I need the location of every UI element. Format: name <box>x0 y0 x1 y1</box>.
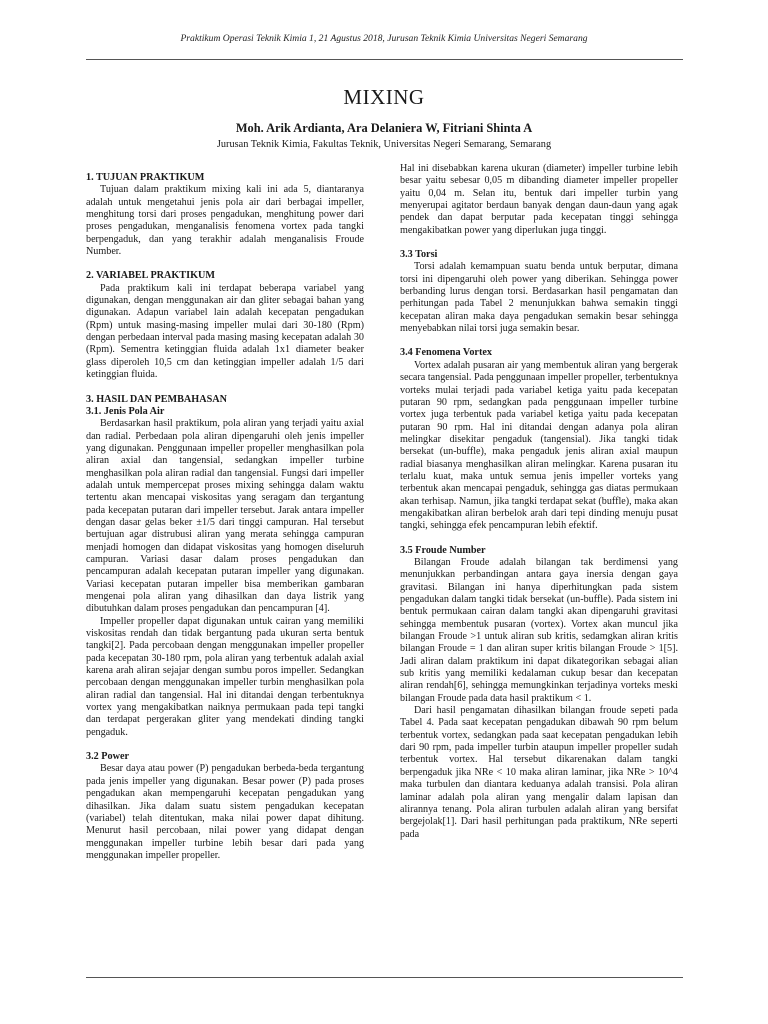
section-heading: 3. HASIL DAN PEMBAHASAN <box>86 393 227 405</box>
footer-rule <box>86 977 683 978</box>
affiliation: Jurusan Teknik Kimia, Fakultas Teknik, Universitas Negeri Semarang, Semarang <box>216 139 552 150</box>
paragraph: Torsi adalah kemampuan suatu benda untuk berputar, dimana torsi ini dipengaruhi oleh power yang diberikan. Sehingga power berbanding lurus dengan torsi. Berdasarkan hasil pengamatan dan perhitungan pada Tabel 2 menunjukkan bahwa semakin tinggi kecepatan aliran maka daya pengadukan semakin besar sehingga menyebabkan nilai torsi juga semakin besar. <box>400 261 678 335</box>
paragraph: Vortex adalah pusaran air yang membentuk aliran yang bergerak secara tangensial. Pada penggunaan impeller propeller, terbentuknya vorteks mulai terjadi pada variabel ketiga yaitu pada kecepatan putaran 90 rpm, sedangkan pada penggunaan impeller turbine vortex juga terbentuk pada variabel ketiga yaitu pada kecepatan putaran 90 rpm. Hal ini ditandai dengan adanya pola aliran melingkar disekitar pengaduk (tangensial). Jika tangki tidak bersekat (un-buffle), maka pengaduk jenis aliran axial maupun radial biasanya menghasilkan aliran melingkar. Karena pusaran itu terlalu kuat, maka untuk semua jenis impeller vorteks yang terbentuk akan mencapai pengaduk, sehingga gas diatas permukaan akan terhisap. Namun, jika tangki terdapat sekat (buffle), maka akan mengakibatkan aliran berbelok arah dari tepi dinding menuju pusat tangki, sehingga efek pencampuran lebih efektif. <box>400 359 678 532</box>
paper-title: MIXING <box>343 85 425 109</box>
paragraph: Dari hasil pengamatan dihasilkan bilangan froude sepeti pada Tabel 4. Pada saat kecepatan pengadukan dibawah 90 rpm belum terbentuk vortex, sedangkan pada saat kecepatan pengadukan lebih dari 90 rpm, pada impeller turbin ataupun impeller propeller sudah terbentuk vortex. Hal tersebut dikarenakan dalam tangki berpengaduk jika NRe < 10 maka aliran laminar, jika NRe > 10^4 maka turbulen dan diantara keduanya adalah transisi. Pola aliran laminar adalah pola aliran yang mengalir dalam lapisan dan alirannya tenang. Pola aliran turbulen adalah aliran yang bersifat bergejolak[1]. Dari hasil perhitungan pada praktikum, NRe seperti pada <box>400 705 678 840</box>
paragraph: Berdasarkan hasil praktikum, pola aliran yang terjadi yaitu axial dan radial. Perbedaan pola aliran dipengaruhi oleh jenis impeller yang digunakan. Penggunaan impeller propeller menghasilkan pola aliran axial dan tangensial, sedangkan impeller turbine menghasilkan pola aliran radial dan tangensial. Fungsi dari impeller adalah untuk mempercepat proses mixing sehingga dalam waktu tertentu akan mencapai viskositas yang seragam dan tergantung pada kecepatan putaran dari impeller tersebut. Jarak antara impeller dengan dasar gelas beker ±1/5 dari tinggi campuran. Hal tersebut bertujuan agar distrubusi aliran yang merata sehingga campuran menjadi homogen dan didapat viskositas yang homogen diseluruh campuran. Variasi dasar dalam proses pengadukan dan pencampuran adalah kecepatan putaran impeller yang digunakan. Variasi kecepatan putaran impeller bisa memberikan gambaran mengenai pola aliran yang dihasilkan dan daya listrik yang dibutuhkan dalam proses pengadukan dan pencampuran [4]. <box>86 418 364 615</box>
paragraph: Besar daya atau power (P) pengadukan berbeda-beda tergantung pada jenis impeller yang digunakan. Besar power (P) pada proses pengadukan akan mempengaruhi kecepatan pengadukan yang dihasilkan. Jika dalam suatu sistem pengadukan kecepatan (variabel) telah ditentukan, maka nilai power dapat dihitung. Menurut hasil percobaan, nilai power yang didapat dengan menggunakan impeller turbine lebih besar dari pada yang menggunakan impeller propeller. <box>86 763 364 861</box>
section-heading: 1. TUJUAN PRAKTIKUM <box>86 172 205 183</box>
authors: Moh. Arik Ardianta, Ara Delaniera W, Fitriani Shinta A <box>235 121 533 135</box>
paragraph: Hal ini disebabkan karena ukuran (diameter) impeller turbine lebih besar yaitu sebesar 0,05 m dibanding diameter impeller propeller yaitu 0,04 m. Selan itu, bentuk dari impeller turbin yang menyerupai agitator berdaun banyak dengan daun-daun yang agak pendek dan dapat berputar pada kecepatan tinggi sehingga mengakibatkan power yang diperlukan juga tinggi. <box>400 163 678 236</box>
right-column <box>400 163 678 923</box>
section-heading: 2. VARIABEL PRAKTIKUM <box>86 270 215 282</box>
paragraph: Pada praktikum kali ini terdapat beberapa variabel yang digunakan, dengan menggunakan air dan gliter sebagai bahan yang digunakan. Adapun variabel lain adalah kecepatan pengadukan (Rpm) untuk masing-masing impeller mulai dari 30-180 (Rpm) dengan perbedaan interval pada masing masing kecepatan adalah 30 (Rpm). Sementra ketinggian fluida adalah 1x1 diameter beaker glass diperoleh 10,5 cm dan ketinggian impeller adalah 1/5 dari ketinggian fluida. <box>86 282 364 381</box>
header-rule <box>86 59 683 60</box>
subsection-heading: 3.1. Jenis Pola Air <box>86 405 165 417</box>
subsection-heading: 3.4 Fenomena Vortex <box>400 347 492 359</box>
paragraph: Impeller propeller dapat digunakan untuk cairan yang memiliki viskositas rendah dan tidak bergantung pada ukuran serta bentuk tangki[2]. Pada percobaan dengan menggunakan impeller propeller pada kecepatan 30-180 rpm, pola aliran yang terbentuk adalah axial karena arah aliran sejajar dengan sumbu poros impeller. Sedangkan percobaan dengan menggunakan impeller turbin menghasilkan pola aliran radial dan tangensial. Hal ini ditandai dengan terbentuknya vortex yang mengakibatkan naiknya permukaan pada tepi tangki dan terdapat pergerakan gliter yang mendekati dinding tangki pengaduk. <box>86 615 364 738</box>
subsection-heading: 3.2 Power <box>86 751 129 763</box>
paragraph: Bilangan Froude adalah bilangan tak berdimensi yang menunjukkan perbandingan antara gaya inersia dengan gaya gravitasi. Bilangan ini hanya diperhitungkan pada sistem pengadukan dalam tangki tidak bersekat (un-buffle). Pada sistem ini bentuk permukaan cairan dalam tangki akan dipengaruhi gravitasi sehingga membentuk pusaran (vortex). Vortex akan muncul jika bilangan Froude >1 untuk aliran sub kritis, sedamgkan aliran kritis bilangan Froude = 1 dan aliran super kritis bilangan Froude > 1[5]. Jadi aliran dalam praktikum ini dapat dikategorikan sebagai alian sub kritis yang memiliki kedalaman cukup besar dan kecepatan aliran rendah[6], sehingga memungkinkan terjadinya vorteks meski bilangan Froude pada data hasil praktikum < 1. <box>400 556 678 704</box>
left-column <box>86 172 364 932</box>
subsection-heading: 3.3 Torsi <box>400 249 438 261</box>
paragraph: Tujuan dalam praktikum mixing kali ini ada 5, diantaranya adalah untuk mengetahui jenis pola air dari berbagai impeller, menghitung torsi dari proses pengadukan, menghitung power dari proses pengadukan, menganalisis fenomena vortex pada tangki berpengaduk, dan yang terakhir adalah menganalisis Froude Number. <box>86 184 364 258</box>
subsection-heading: 3.5 Froude Number <box>400 544 486 556</box>
running-header: Praktikum Operasi Teknik Kimia 1, 21 Agustus 2018, Jurusan Teknik Kimia Universitas Negeri Semarang <box>180 33 588 44</box>
